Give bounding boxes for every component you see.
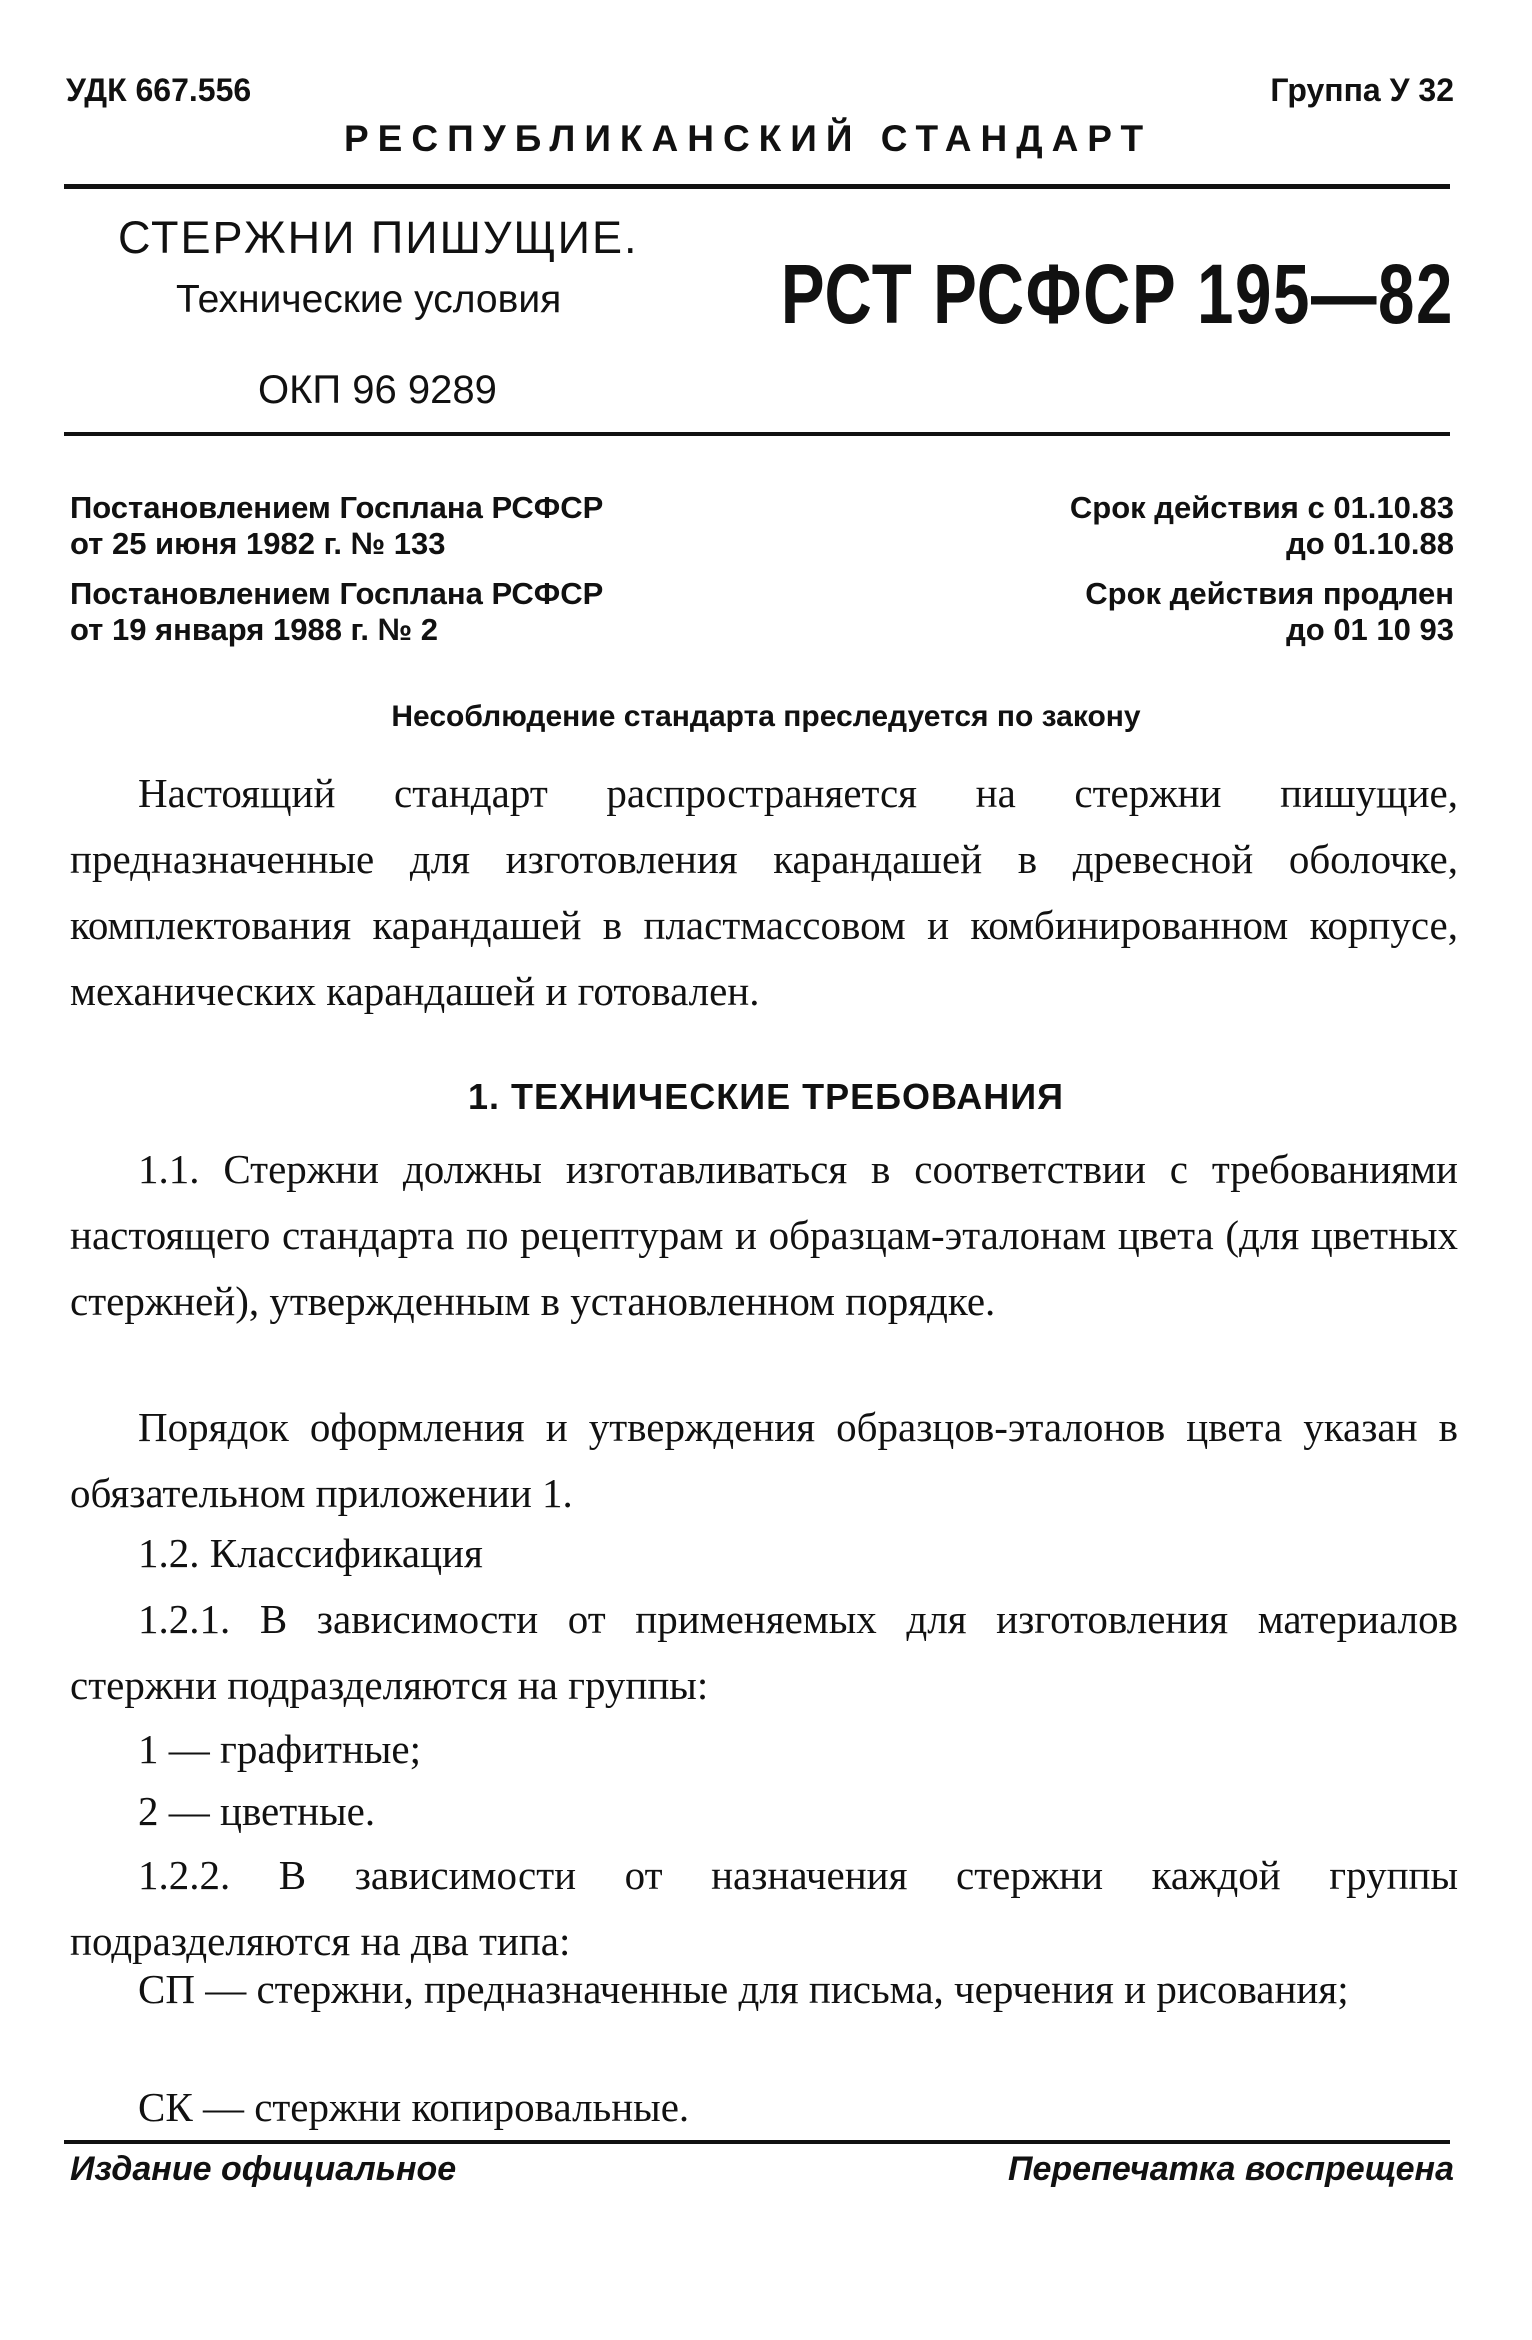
decree-1-line-2: от 25 июня 1982 г. № 133: [70, 526, 446, 561]
reprint-prohibited-label: Перепечатка воспрещена: [1008, 2150, 1454, 2188]
official-edition-label: Издание официальное: [70, 2150, 457, 2188]
group-code: Группа У 32: [1270, 72, 1454, 108]
top-divider: [64, 184, 1450, 189]
clause-order-paragraph: Порядок оформления и утверждения образцов-эталонов цвета указан в обязательном приложении 1.: [70, 1404, 1458, 1516]
clause-1-2: 1.2. Классификация: [138, 1530, 483, 1576]
standard-title: СТЕРЖНИ ПИШУЩИЕ.: [118, 212, 639, 263]
decree-2-line-2: от 19 января 1988 г. № 2: [70, 612, 439, 647]
validity-extended-line-1: Срок действия продлен: [1085, 576, 1454, 611]
clause-1-2-2: 1.2.2. В зависимости от назначения стержни каждой группы подразделяются на два типа:: [70, 1852, 1458, 1964]
decree-2-line-1: Постановлением Госплана РСФСР: [70, 576, 604, 611]
decree-1-line-1: Постановлением Госплана РСФСР: [70, 490, 604, 525]
validity-term-line-1: Срок действия с 01.10.83: [1069, 490, 1454, 525]
clause-1-1: 1.1. Стержни должны изготавливаться в соответствии с требованиями настоящего стандарта по рецептурам и образцам-эталонам цвета (для цветных стержней), утвержденным в установленном порядке.: [70, 1146, 1458, 1324]
validity-term-line-2: до 01.10.88: [1286, 526, 1454, 561]
type-sp: СП — стержни, предназначенные для письма, черчения и рисования;: [138, 1966, 1349, 2012]
section-1-heading: 1. ТЕХНИЧЕСКИЕ ТРЕБОВАНИЯ: [468, 1076, 1064, 1117]
udk-code: УДК 667.556: [66, 72, 252, 108]
decree-1: [70, 490, 603, 562]
footer-divider: [64, 2140, 1450, 2144]
decree-2: [70, 576, 603, 648]
type-sk: СК — стержни копировальные.: [138, 2084, 690, 2130]
intro-paragraph: Настоящий стандарт распространяется на стержни пишущие, предназначенные для изготовления карандашей в древесной оболочке, комплектования карандашей в пластмассовом и комбинированном корпусе, механических карандашей и готовален.: [70, 770, 1458, 1014]
republic-standard-heading: РЕСПУБЛИКАНСКИЙ СТАНДАРТ: [344, 118, 1153, 159]
validity-term: [1070, 490, 1454, 562]
validity-extended-line-2: до 01 10 93: [1286, 612, 1454, 647]
group-item-1: 1 — графитные;: [138, 1726, 422, 1772]
standard-designation: РСТ РСФСР 195—82: [780, 247, 1454, 341]
okp-code: ОКП 96 9289: [258, 368, 497, 412]
clause-1-2-1: 1.2.1. В зависимости от применяемых для изготовления материалов стержни подразделяются на группы:: [70, 1596, 1458, 1708]
title-divider: [64, 432, 1450, 436]
legal-notice: Несоблюдение стандарта преследуется по закону: [391, 700, 1141, 733]
standard-subtitle: Технические условия: [176, 278, 562, 321]
group-item-2: 2 — цветные.: [138, 1788, 376, 1834]
validity-extended: [1085, 576, 1454, 648]
